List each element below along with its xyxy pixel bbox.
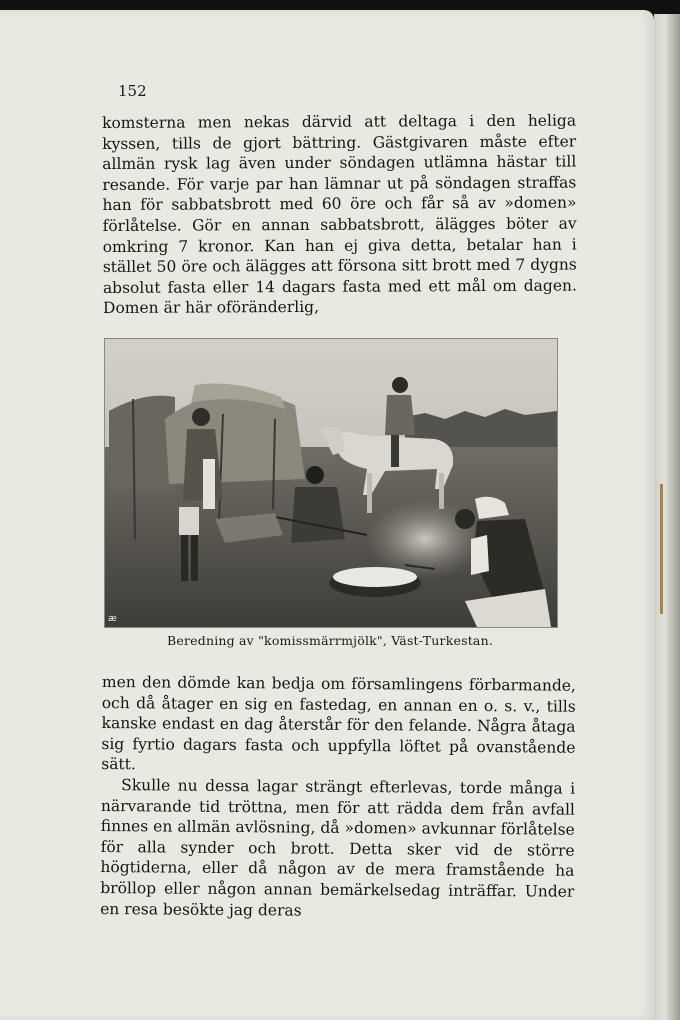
paragraph: komsterna men nekas därvid att deltaga i den heliga kyssen, tills de gjort bättring. Gästgivaren måste efter allmän rysk lag även under söndagen utlämna hästar till resande. För varje par han lämnar ut på söndagen straffas han för sabbatsbrott med 60 öre och får så av »domen» förlåtelse. Gör en annan sabbatsbrott, älägges böter av omkring 7 kronor. Kan han ej giva detta, betalar han i stället 50 öre och älägges att försona sitt brott med 7 dygns absolut fasta eller 14 dagars fasta med ett mål om dagen. Domen är här oföränderlig,	[102, 111, 577, 318]
binding-thread	[660, 484, 663, 614]
photograph	[104, 338, 558, 628]
page-number: 152	[118, 82, 147, 100]
paragraph: men den dömde kan bedja om församlingens förbarmande, och då åtager en sig en fastedag, en annan en o. s. v., tills kanske endast en dag återstår för den felande. Några åtaga sig fyrtio dagars fasta och uppfylla löftet på ovanstående sätt.	[101, 672, 576, 774]
book-page-edge	[654, 14, 680, 1020]
bottom-text-block	[100, 672, 576, 923]
book-page	[0, 10, 654, 1020]
figure-caption: Beredning av "komissmärrmjölk", Väst-Turkestan.	[166, 633, 494, 648]
photo-illustration	[105, 339, 557, 627]
top-text-block	[102, 111, 577, 319]
photo-corner-mark: æ	[108, 614, 117, 624]
paragraph: Skulle nu dessa lagar strängt efterlevas, torde många i närvarande tid tröttna, men för att rädda dem från avfall finnes en allmän avlösning, då »domen» avkunnar förlåtelse för alla synder och brott. Detta sker vid de större högtiderna, eller då någon av de mera framstående ha bröllop eller någon annan bemärkelsedag inträffar. Under en resa besökte jag deras	[100, 776, 576, 920]
